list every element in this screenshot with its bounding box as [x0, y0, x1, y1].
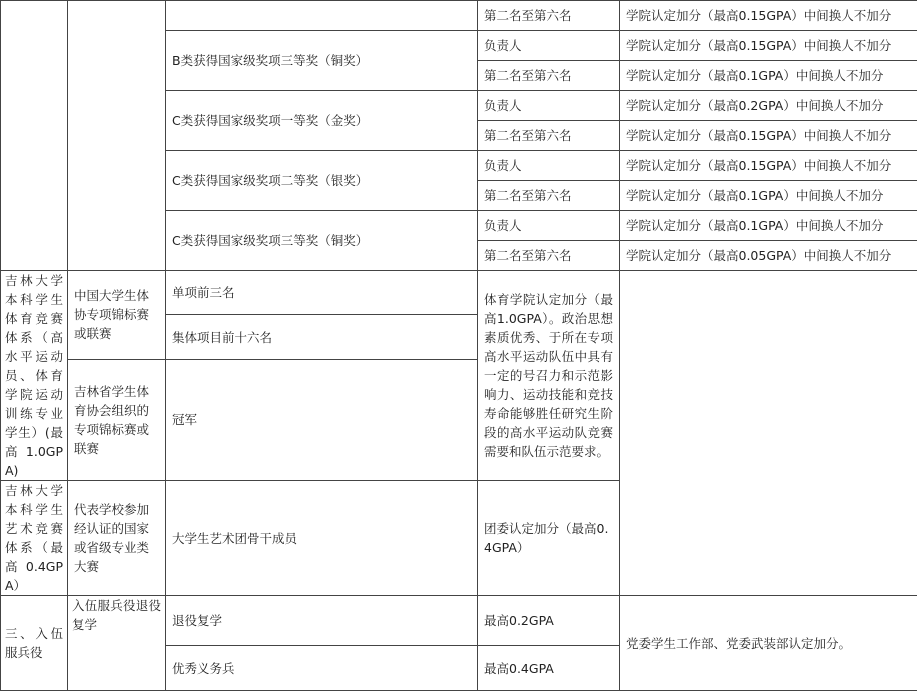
- role-cell: 集体项目前十六名: [166, 315, 478, 359]
- rule-cell: 党委学生工作部、党委武装部认定加分。: [620, 596, 917, 691]
- item-cell-empty: [166, 1, 478, 31]
- role-cell: 第二名至第六名: [478, 61, 620, 91]
- rule-cell: 体育学院认定加分（最高1.0GPA）。政治思想素质优秀、于所在专项高水平运动队伍中具有一定的号召力和示范影响力、运动技能和竞技寿命能够胜任研究生阶段的高水平运动队竞赛需要和队伍示范要求。: [478, 271, 620, 481]
- rule-cell: 学院认定加分（最高0.05GPA）中间换人不加分: [620, 241, 917, 271]
- role-cell: 负责人: [478, 211, 620, 241]
- section-cell: 三、入伍服兵役: [1, 596, 68, 691]
- item-cell: C类获得国家级奖项一等奖（金奖）: [166, 91, 478, 151]
- item-cell: 优秀义务兵: [166, 646, 478, 691]
- role-cell: 单项前三名: [166, 271, 478, 315]
- item-cell: 代表学校参加经认证的国家或省级专业类大赛: [68, 481, 166, 596]
- role-cell: 负责人: [478, 91, 620, 121]
- item-cell: 退役复学: [166, 596, 478, 646]
- role-cell: 负责人: [478, 31, 620, 61]
- section-cell-empty: [1, 1, 68, 271]
- rule-cell: 学院认定加分（最高0.2GPA）中间换人不加分: [620, 91, 917, 121]
- rule-cell: 团委认定加分（最高0.4GPA）: [478, 481, 620, 596]
- rule-cell: 学院认定加分（最高0.15GPA）中间换人不加分: [620, 151, 917, 181]
- rule-cell: 学院认定加分（最高0.1GPA）中间换人不加分: [620, 181, 917, 211]
- category-cell-empty: [68, 1, 166, 271]
- role-cell: 第二名至第六名: [478, 241, 620, 271]
- role-cell: 最高0.4GPA: [478, 646, 620, 691]
- rule-cell: 学院认定加分（最高0.1GPA）中间换人不加分: [620, 61, 917, 91]
- item-cell: C类获得国家级奖项二等奖（银奖）: [166, 151, 478, 211]
- rule-cell: 学院认定加分（最高0.15GPA）中间换人不加分: [620, 31, 917, 61]
- category-cell: 吉林大学本科学生艺术竞赛体系（最高0.4GPA）: [1, 481, 68, 596]
- item-cell: B类获得国家级奖项三等奖（铜奖）: [166, 31, 478, 91]
- item-cell: 中国大学生体协专项锦标赛或联赛: [68, 271, 166, 360]
- item-cell: C类获得国家级奖项三等奖（铜奖）: [166, 211, 478, 271]
- category-cell: 入伍服兵役退役复学: [68, 596, 166, 691]
- rule-cell: 学院认定加分（最高0.15GPA）中间换人不加分: [620, 1, 917, 31]
- role-cell: 第二名至第六名: [478, 1, 620, 31]
- rule-cell: 学院认定加分（最高0.15GPA）中间换人不加分: [620, 121, 917, 151]
- category-cell: 吉林大学本科学生体育竞赛体系（高水平运动员、体育学院运动训练专业学生）(最高1.0GPA): [1, 271, 68, 481]
- role-cell: 负责人: [478, 151, 620, 181]
- rule-cell: 学院认定加分（最高0.1GPA）中间换人不加分: [620, 211, 917, 241]
- item-cell: 吉林省学生体育协会组织的专项锦标赛或联赛: [68, 359, 166, 480]
- role-cell: 最高0.2GPA: [478, 596, 620, 646]
- role-cell: 大学生艺术团骨干成员: [166, 481, 478, 596]
- role-cell: 第二名至第六名: [478, 121, 620, 151]
- role-cell: 第二名至第六名: [478, 181, 620, 211]
- role-cell: 冠军: [166, 359, 478, 480]
